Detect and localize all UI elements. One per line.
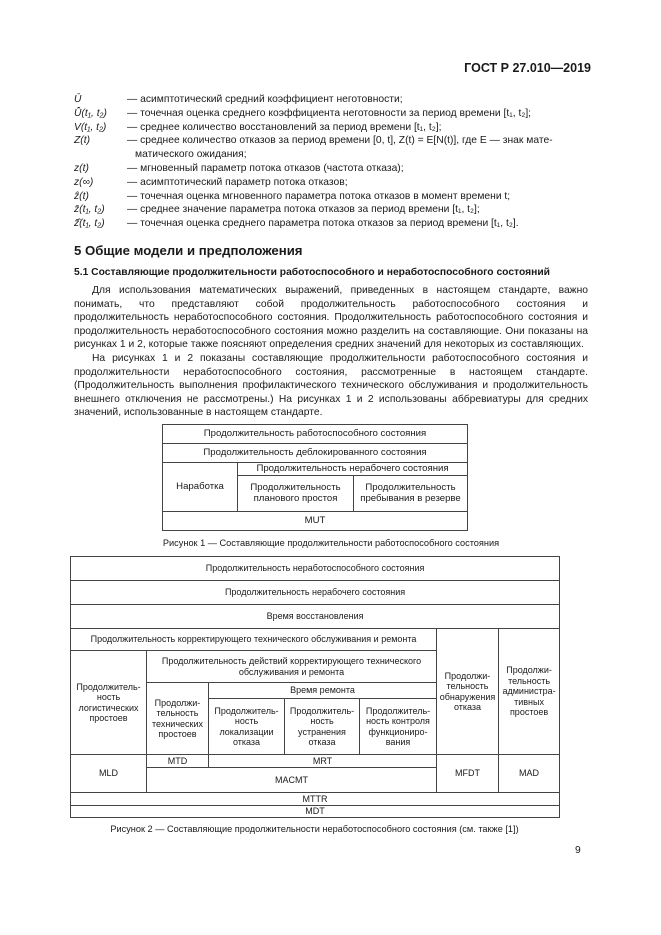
- mld-cell: MLD: [71, 755, 147, 793]
- def-text: — асимптотический параметр потока отказов;: [127, 176, 348, 188]
- definition-item: [74, 134, 594, 148]
- def-symbol: Ū̂(t₁, t₂): [74, 107, 107, 119]
- non-operating-cell: Продолжительность нерабочего состояния: [71, 581, 560, 605]
- mad-cell: MAD: [499, 755, 560, 793]
- up-state-cell: Продолжительность работоспособного состояния: [163, 425, 468, 444]
- definition-item: [74, 176, 594, 190]
- fault-correction-cell: Продолжитель-ность устранения отказа: [285, 699, 360, 755]
- subsection-heading: 5.1 Составляющие продолжительности работоспособного и неработоспособного состояний: [74, 267, 550, 278]
- macmt-cell: MACMT: [147, 768, 437, 793]
- mttr-cell: MTTR: [71, 793, 560, 806]
- definition-item: [74, 203, 594, 217]
- def-symbol: z(∞): [74, 176, 94, 188]
- def-symbol: Z(t): [74, 135, 91, 147]
- definition-item: [74, 93, 594, 107]
- def-symbol: z̄̂(t₁, t₂): [74, 218, 105, 230]
- mrt-cell: MRT: [209, 755, 437, 768]
- standby-time-cell: Продолжительность пребывания в резерве: [354, 476, 468, 512]
- def-symbol: Ū: [74, 94, 82, 105]
- logistic-delay-cell: Продолжитель-ность логистических простоев: [71, 651, 147, 755]
- technical-delay-cell: Продолжи-тельность технических простоев: [147, 683, 209, 755]
- repair-time-cell: Время ремонта: [209, 683, 437, 699]
- mut-cell: MUT: [163, 512, 468, 531]
- function-checkout-cell: Продолжитель-ность контроля функциониро-вания: [360, 699, 437, 755]
- def-symbol: z(t): [74, 162, 89, 174]
- def-symbol: ẑ(t): [74, 190, 89, 202]
- down-state-cell: Продолжительность неработоспособного состояния: [71, 557, 560, 581]
- fault-localization-cell: Продолжитель-ность локализации отказа: [209, 699, 285, 755]
- active-corrective-cell: Продолжительность действий корректирующего технического обслуживания и ремонта: [147, 651, 437, 683]
- definition-item: [74, 217, 594, 231]
- definition-item: [74, 162, 594, 176]
- page-number: 9: [575, 845, 581, 856]
- failure-detection-cell: Продолжи-тельность обнаружения отказа: [437, 629, 499, 755]
- administrative-delay-cell: Продолжи-тельность администра-тивных простоев: [499, 629, 560, 755]
- non-operating-cell: Продолжительность нерабочего состояния: [238, 463, 468, 476]
- def-symbol: V(t₁, t₂): [74, 121, 107, 133]
- figure2-caption: Рисунок 2 — Составляющие продолжительности неработоспособного состояния (см. также [1]): [110, 824, 519, 834]
- def-text: — асимптотический средний коэффициент неготовности;: [127, 94, 403, 105]
- figure1-caption: Рисунок 1 — Составляющие продолжительности работоспособного состояния: [162, 538, 500, 548]
- operating-time-cell: Наработка: [163, 463, 238, 512]
- def-symbol: z̄(t₁, t₂): [74, 204, 105, 216]
- restoration-time-cell: Время восстановления: [71, 605, 560, 629]
- enabled-state-cell: Продолжительность деблокированного состояния: [163, 444, 468, 463]
- figure1-diagram: [162, 424, 468, 531]
- def-text: — точечная оценка мгновенного параметра потока отказов в момент времени t;: [127, 190, 511, 202]
- document-id: ГОСТ Р 27.010—2019: [464, 61, 591, 75]
- definition-item: [74, 190, 594, 204]
- definition-item: [74, 107, 594, 121]
- def-text: — среднее значение параметра потока отказов за период времени [t₁, t₂];: [127, 204, 480, 216]
- definitions-list: [74, 93, 594, 231]
- corrective-maintenance-cell: Продолжительность корректирующего технического обслуживания и ремонта: [71, 629, 437, 651]
- paragraph: Для использования математических выражений, приведенных в настоящем стандарте, важно понимать, что представляют собой продолжительность работоспособного состояния и продолжительность неработоспособного состояния. Продолжительность работоспособного состояния и продолжительность неработоспособного состояния можно разделить на составляющие. Они показаны на рисунках 1 и 2, которые также поясняют определения средних значений для некоторых из составляющих.: [74, 285, 588, 351]
- idle-time-cell: Продолжительность планового простоя: [238, 476, 354, 512]
- mfdt-cell: MFDT: [437, 755, 499, 793]
- definition-item: [74, 121, 594, 135]
- def-text: — точечная оценка среднего параметра потока отказов за период времени [t₁, t₂].: [127, 218, 519, 230]
- figure2-diagram: [70, 556, 560, 818]
- def-text: — среднее количество восстановлений за период времени [t₁, t₂];: [127, 121, 442, 133]
- section-heading: 5 Общие модели и предположения: [74, 243, 303, 258]
- def-continuation: матического ожидания;: [135, 149, 247, 161]
- mtd-cell: MTD: [147, 755, 209, 768]
- paragraph: На рисунках 1 и 2 показаны составляющие продолжительности работоспособного состояния и продолжительности неработоспособного состояния, рассмотренные в настоящем стандарте. (Продолжительность выполнения профилактического технического обслуживания и продолжительность внешнего отключения не рассмотрены.) На рисунках 1 и 2 использованы аббревиатуры для средних значений, использованные в настоящем стандарте.: [74, 352, 588, 419]
- def-text: — мгновенный параметр потока отказов (частота отказа);: [127, 162, 404, 174]
- def-text: — среднее количество отказов за период времени [0, t], Z(t) = E[N(t)], где E — знак мате-: [127, 135, 553, 147]
- def-text: — точечная оценка среднего коэффициента неготовности за период времени [t₁, t₂];: [127, 107, 532, 119]
- mdt-cell: MDT: [71, 806, 560, 818]
- body-text: [74, 284, 588, 420]
